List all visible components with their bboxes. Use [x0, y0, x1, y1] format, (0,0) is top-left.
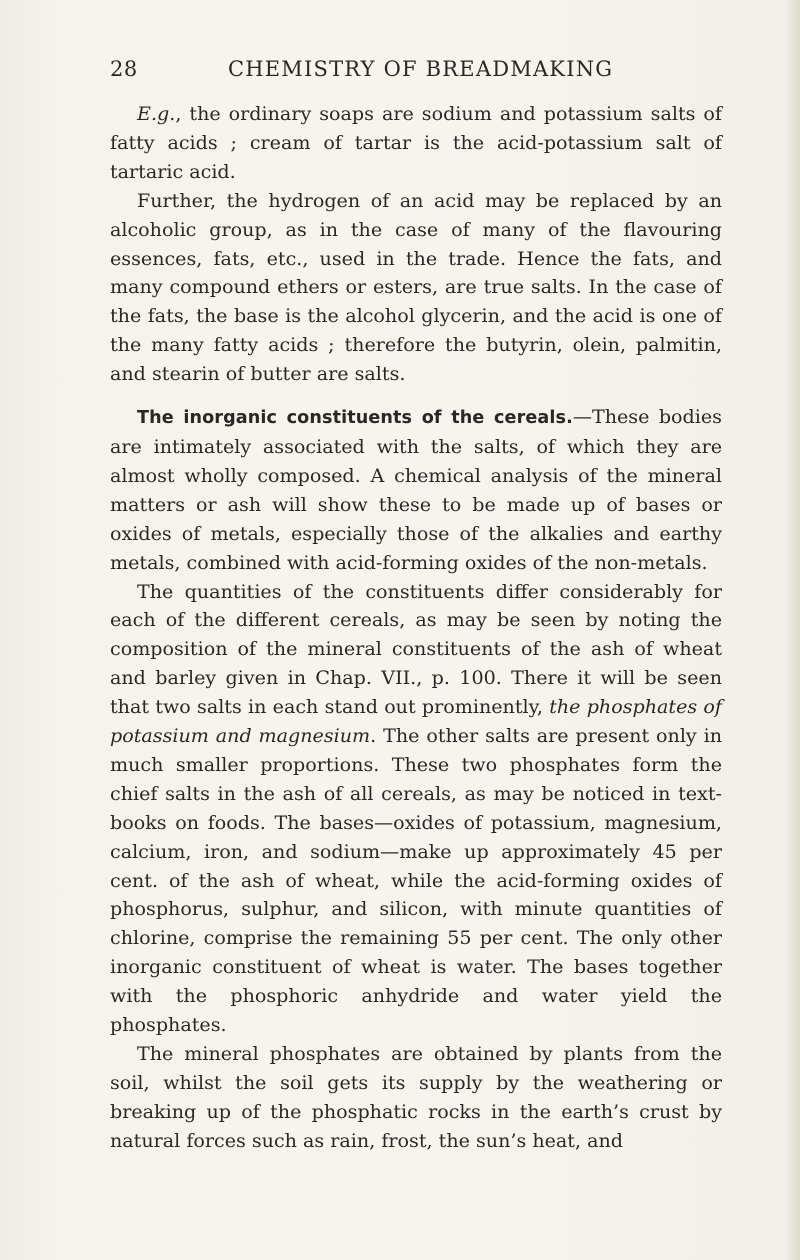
section-heading: The inorganic constituents of the cereals.: [137, 408, 573, 429]
body-text: [110, 100, 722, 1156]
paragraph-3: [110, 403, 722, 577]
paragraph-5: The mineral phosphates are obtained by plants from the soil, whilst the soil gets its supply by the weathering or breaking up of the phosphatic rocks in the earth’s crust by natural forces such as rain, frost, the sun’s heat, and: [110, 1042, 722, 1152]
paragraph-3-text: —These bodies are intimately associated with the salts, of which they are almost wholly composed. A chemical analysis of the mineral matters or ash will show these to be made up of bases or oxides of metals, especially those of the alkalies and earthy metals, combined with acid-forming oxides of the non-metals.: [110, 405, 722, 574]
paragraph-4-italic: the phosphates of potassium and magnesium: [110, 695, 722, 748]
paragraph-2: Further, the hydrogen of an acid may be replaced by an alcoholic group, as in the case of many of the flavouring essences, fats, etc., used in the trade. Hence the fats, and many compound ethers or esters, are true salts. In the case of the fats, the base is the alcohol glycerin, and the acid is one of the many fatty acids ; therefore the butyrin, olein, palmitin, and stearin of butter are salts.: [110, 188, 722, 386]
paragraph-1-text: , the ordinary soaps are sodium and potassium salts of fatty acids ; cream of tartar is the acid-potassium salt of tartaric acid.: [110, 102, 722, 183]
page-edge-shadow: [786, 0, 800, 1260]
paragraph-1: [110, 100, 722, 187]
running-head: CHEMISTRY OF BREADMAKING: [228, 57, 614, 81]
page-number: 28: [110, 57, 138, 81]
paragraph-4-text-a: The quantities of the constituents differ considerably for each of the different cereals, as may be seen by noting the composition of the mineral constituents of the ash of wheat and barley given in Chap. VII., p. 100. There it will be seen that two salts in each stand out prominently,: [110, 579, 722, 719]
paragraph-4: [110, 578, 722, 1041]
page-header: [0, 57, 800, 89]
eg-abbrev: E.g.: [137, 102, 176, 125]
paragraph-4-text-b: . The other salts are present only in much smaller proportions. These two phosphates form the chief salts in the ash of all cereals, as may be noticed in text-books on foods. The bases—oxides of potassium, magnesium, calcium, iron, and sodium—make up approximately 45 per cent. of the ash of wheat, while the acid-forming oxides of phosphorus, sulphur, and silicon, with minute quantities of chlorine, comprise the remaining 55 per cent. The only other inorganic constituent of wheat is water. The bases together with the phosphoric anhydride and water yield the phosphates.: [110, 724, 722, 1037]
